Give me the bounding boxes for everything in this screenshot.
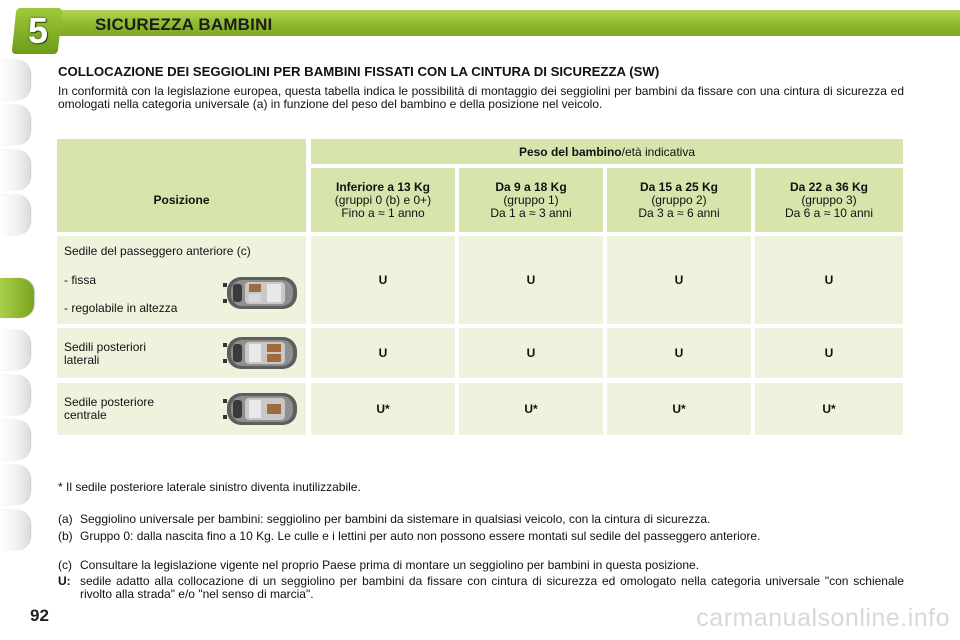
row-header-front-passenger (57, 236, 306, 324)
chapter-tabs (0, 60, 34, 580)
note-u (58, 575, 904, 601)
value-cell: U (459, 328, 603, 378)
note-text: Gruppo 0: dalla nascita fino a 10 Kg. Le culle e i lettini per auto non possono essere montati sul sedile del passeggero anteriore. (80, 529, 761, 543)
column-title: Da 15 a 25 Kg (639, 179, 719, 194)
column-header (311, 168, 455, 232)
value-cell: U* (459, 383, 603, 435)
note-c (58, 559, 904, 572)
note-b (58, 530, 904, 543)
column-group: (gruppi 0 (b) e 0+) (334, 192, 432, 207)
weight-header (311, 139, 903, 164)
car-seat-diagram-icon (221, 333, 301, 373)
page-number: 92 (30, 606, 49, 625)
chapter-number: 5 (27, 10, 49, 51)
column-title: Da 9 a 18 Kg (495, 179, 567, 194)
value-cell: U (311, 328, 455, 378)
row-label-line2: laterali (64, 353, 100, 367)
note-text: sedile adatto alla collocazione di un seggiolino per bambini da fissare con cintura di sicurezza ed omologato nella categoria universale "con schienale rivolto alla strada" e/o "nel senso di marcia". (80, 574, 904, 601)
note-key: (c) (58, 558, 72, 572)
value-cell: U (755, 236, 903, 324)
row-sublabel: - regolabile in altezza (64, 301, 178, 315)
value-cell: U (755, 328, 903, 378)
chapter-tab[interactable] (0, 465, 30, 505)
chapter-tab[interactable] (0, 60, 30, 100)
weight-header-bold: Peso del bambino (518, 144, 622, 159)
value-cell: U (607, 328, 751, 378)
chapter-tab[interactable] (0, 195, 30, 235)
column-header (459, 168, 603, 232)
row-sublabel: - fissa (64, 273, 97, 287)
column-age: Da 6 a ≈ 10 anni (785, 205, 873, 220)
weight-header-rest: /età indicativa (621, 144, 696, 159)
chapter-tab[interactable] (0, 510, 30, 550)
chapter-tab-active[interactable] (0, 278, 34, 318)
row-header-rear-center (57, 383, 306, 435)
row-label: Sedile posteriore (64, 395, 155, 409)
value-cell: U* (755, 383, 903, 435)
note-text: Consultare la legislazione vigente nel proprio Paese prima di montare un seggiolino per bambini in questa posizione. (80, 558, 700, 572)
column-header (607, 168, 751, 232)
column-title: Da 22 a 36 Kg (789, 179, 869, 194)
note-text: Seggiolino universale per bambini: seggiolino per bambini da sistemare in qualsiasi veicolo, con la cintura di sicurezza. (80, 512, 711, 526)
chapter-title: SICUREZZA BAMBINI (95, 15, 273, 34)
column-group: (gruppo 2) (651, 192, 707, 207)
car-seat-diagram-icon (221, 389, 301, 429)
note-key: (b) (58, 529, 73, 543)
column-group: (gruppo 1) (503, 192, 559, 207)
value-cell: U (459, 236, 603, 324)
value-cell: U* (311, 383, 455, 435)
column-header (755, 168, 903, 232)
intro-paragraph: In conformità con la legislazione europea, questa tabella indica le possibilità di montaggio dei seggiolini per bambini da fissare con una cintura di sicurezza ed omologati nella categoria universale (a) in funzione del peso del bambino e della posizione nel veicolo. (58, 84, 904, 111)
position-header: Posizione (57, 139, 306, 232)
car-seat-diagram-icon (221, 273, 301, 313)
chapter-tab[interactable] (0, 420, 30, 460)
column-age: Fino a ≈ 1 anno (341, 205, 425, 220)
row-label: Sedili posteriori (64, 340, 147, 354)
note-key: (a) (58, 512, 73, 526)
note-a (58, 513, 904, 526)
chapter-tab[interactable] (0, 105, 30, 145)
value-cell: U* (607, 383, 751, 435)
note-key: U: (58, 574, 71, 588)
value-cell: U (607, 236, 751, 324)
chapter-tab[interactable] (0, 375, 30, 415)
footnote: * Il sedile posteriore laterale sinistro diventa inutilizzabile. (58, 480, 361, 494)
row-header-rear-side (57, 328, 306, 378)
watermark: carmanualsonline.info (696, 604, 950, 632)
column-group: (gruppo 3) (801, 192, 857, 207)
row-label-line2: centrale (64, 408, 107, 422)
chapter-tab[interactable] (0, 150, 30, 190)
chapter-tab[interactable] (0, 330, 30, 370)
column-age: Da 3 a ≈ 6 anni (638, 205, 720, 220)
section-title: COLLOCAZIONE DEI SEGGIOLINI PER BAMBINI FISSATI CON LA CINTURA DI SICUREZZA (SW) (58, 64, 660, 79)
column-age: Da 1 a ≈ 3 anni (490, 205, 572, 220)
page-header (0, 0, 960, 51)
value-cell: U (311, 236, 455, 324)
row-label: Sedile del passeggero anteriore (c) (64, 244, 251, 258)
column-title: Inferiore a 13 Kg (335, 179, 431, 194)
